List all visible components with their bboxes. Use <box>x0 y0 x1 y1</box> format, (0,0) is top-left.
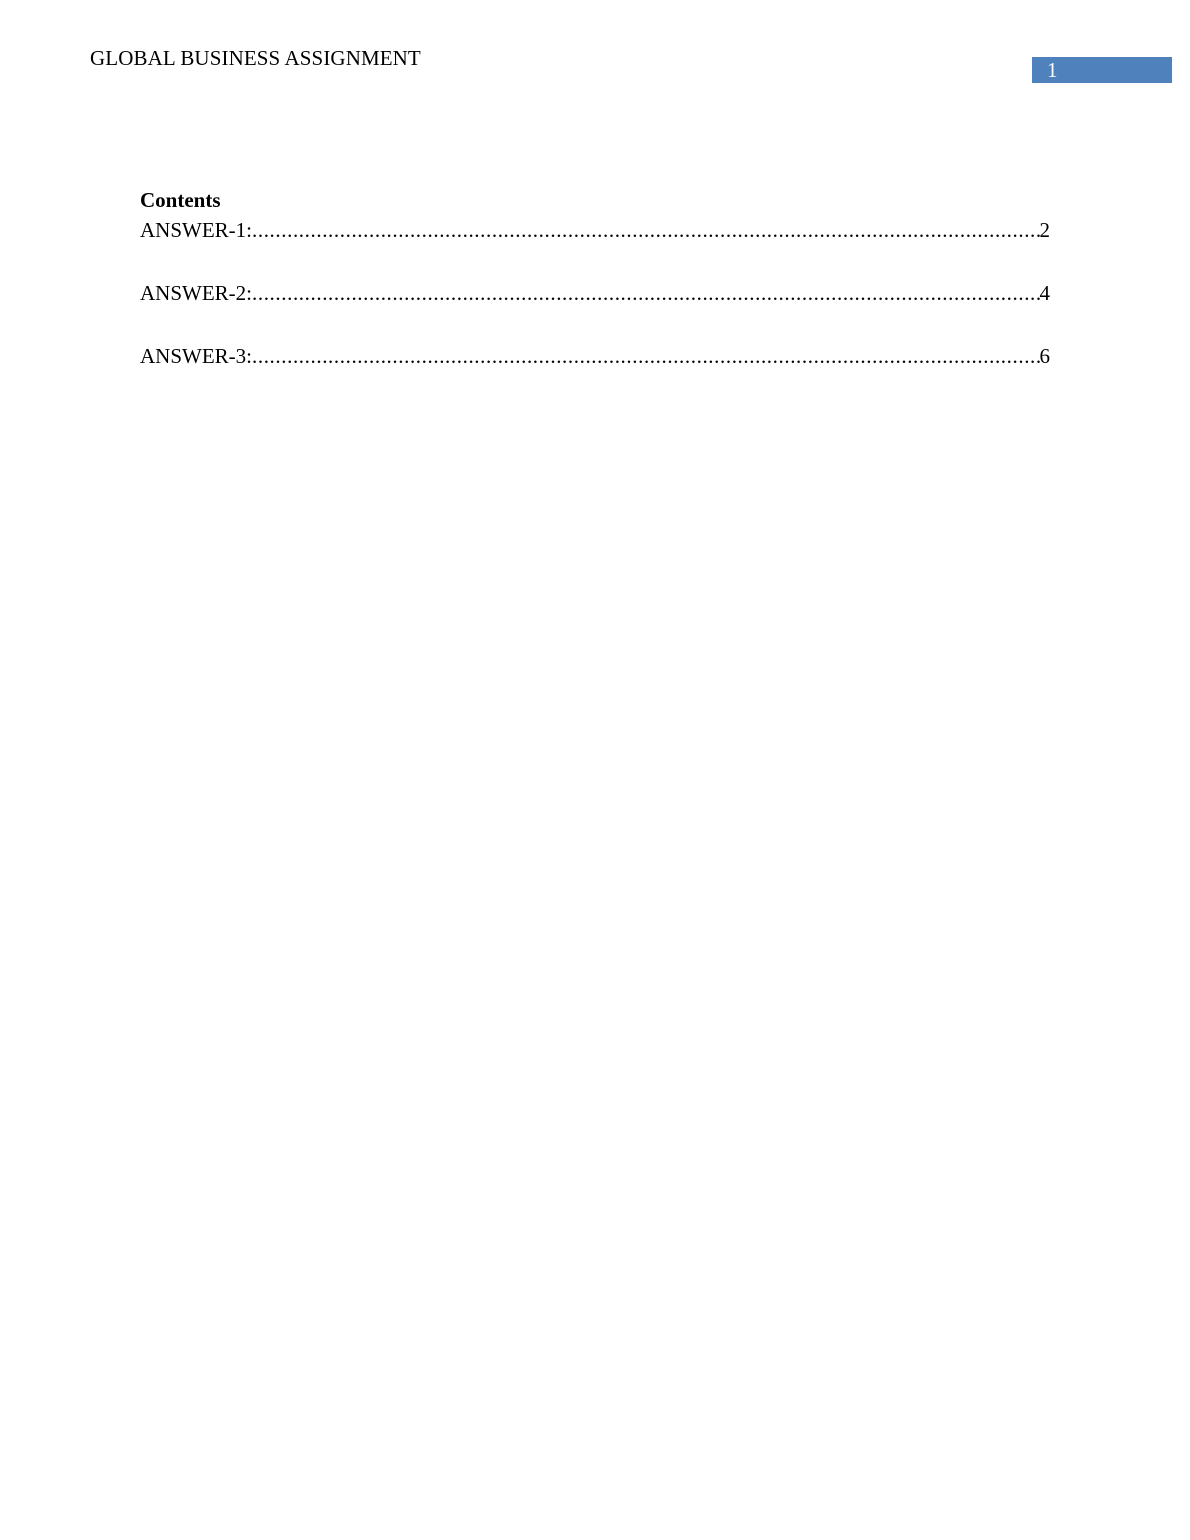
page-number-badge <box>1032 57 1172 83</box>
toc-entry-answer-1[interactable] <box>140 215 1050 245</box>
toc-dot-leader <box>252 215 1040 245</box>
table-of-contents <box>140 185 1050 371</box>
toc-entry-label: ANSWER-3: <box>140 344 252 368</box>
toc-entry-label: ANSWER-2: <box>140 281 252 305</box>
toc-heading: Contents <box>140 188 221 212</box>
toc-dot-leader <box>252 278 1040 308</box>
toc-entry-answer-2[interactable] <box>140 278 1050 308</box>
toc-entry-page: 4 <box>1039 281 1050 305</box>
toc-entry-answer-3[interactable] <box>140 341 1050 371</box>
toc-entry-page: 6 <box>1039 344 1050 368</box>
header-title: GLOBAL BUSINESS ASSIGNMENT <box>90 46 421 70</box>
toc-entry-page: 2 <box>1039 218 1050 242</box>
toc-dot-leader <box>252 341 1040 371</box>
toc-entry-label: ANSWER-1: <box>140 218 252 242</box>
page-number: 1 <box>1047 58 1058 82</box>
